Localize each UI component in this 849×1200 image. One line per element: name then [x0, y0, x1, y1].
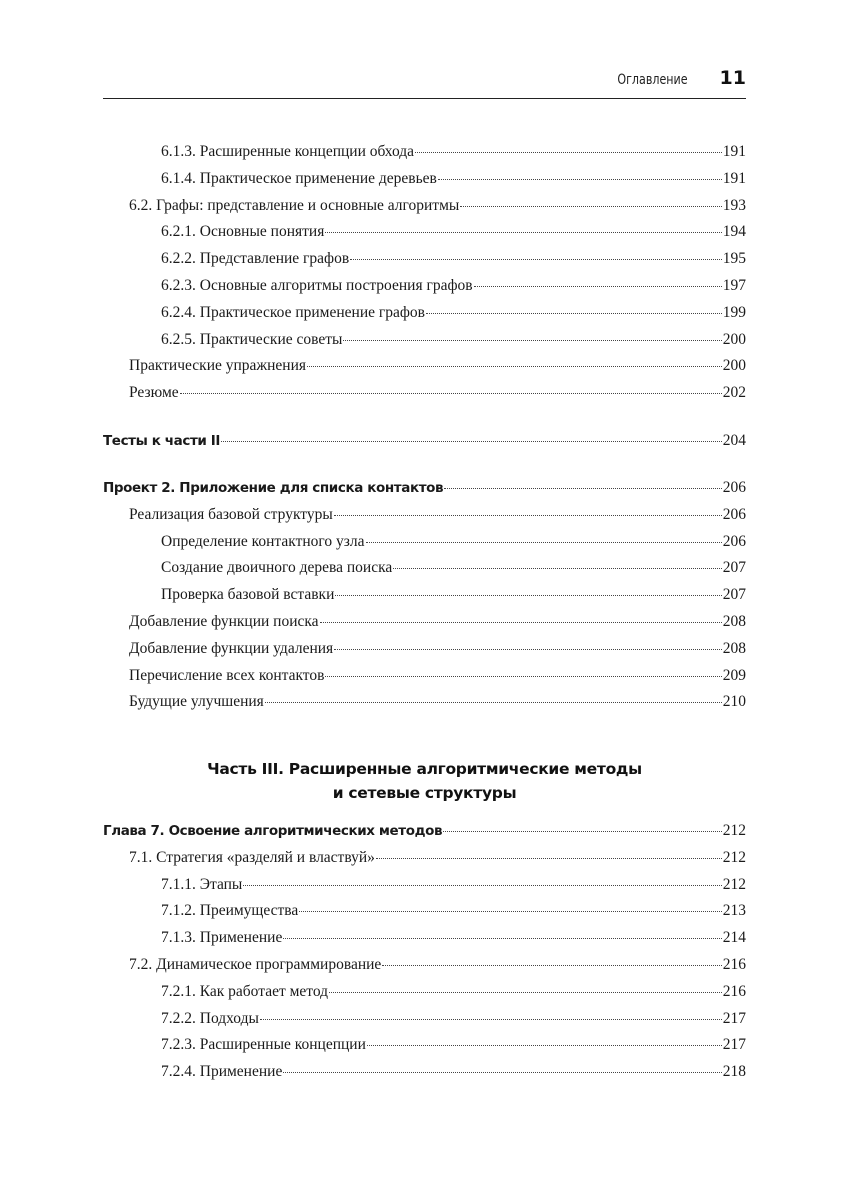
toc-entry-page: 209 — [722, 666, 746, 684]
dot-leader — [283, 937, 721, 939]
dot-leader — [376, 857, 722, 859]
toc-entry[interactable] — [103, 1059, 746, 1086]
toc-entry[interactable] — [103, 979, 746, 1006]
dot-leader — [382, 964, 721, 966]
toc-entry-page: 212 — [722, 848, 746, 866]
toc-entry-page: 212 — [722, 875, 746, 893]
toc-entry-page: 208 — [722, 639, 746, 657]
toc-entry-page: 217 — [722, 1036, 746, 1054]
toc-entry-title: 7.2.3. Расширенные концепции — [161, 1036, 366, 1054]
toc-entry-page: 200 — [722, 357, 746, 375]
toc-entry-page: 210 — [722, 693, 746, 711]
toc-entry-page: 217 — [722, 1009, 746, 1027]
toc-block-project2 — [103, 475, 746, 716]
toc-entry-page: 216 — [722, 982, 746, 1000]
toc-entry[interactable] — [103, 300, 746, 327]
part-heading-line2: и сетевые структуры — [332, 784, 517, 802]
toc-entry[interactable] — [103, 193, 746, 220]
dot-leader — [393, 567, 721, 569]
toc-entry-title: 7.2.2. Подходы — [161, 1009, 259, 1027]
dot-leader — [325, 231, 721, 233]
toc-entry-page: 195 — [722, 250, 746, 268]
toc-entry[interactable] — [103, 1006, 746, 1033]
toc-entry[interactable] — [103, 166, 746, 193]
toc-entry-title: 7.2. Динамическое программирование — [129, 955, 382, 973]
toc-entry-page: 213 — [722, 902, 746, 920]
toc-entry-title: Проверка базовой вставки — [161, 586, 335, 604]
dot-leader — [299, 910, 721, 912]
toc-entry-page: 207 — [722, 586, 746, 604]
dot-leader — [438, 178, 722, 180]
toc-entry-page: 194 — [722, 223, 746, 241]
toc-entry-title: Практические упражнения — [129, 357, 307, 375]
toc-block-tests — [103, 428, 746, 455]
toc-entry-title: 7.1.2. Преимущества — [161, 902, 299, 920]
toc-entry-title: 6.2.3. Основные алгоритмы построения графов — [161, 276, 473, 294]
toc-block-chapter6 — [103, 139, 746, 407]
toc-entry-title: 6.2.2. Представление графов — [161, 250, 350, 268]
toc-entry-page: 212 — [722, 822, 746, 839]
toc-entry-title: Добавление функции поиска — [129, 612, 319, 630]
toc-entry[interactable] — [103, 555, 746, 582]
dot-leader — [221, 440, 722, 442]
toc-entry[interactable] — [103, 689, 746, 716]
toc-entry-page: 206 — [722, 505, 746, 523]
part-heading-line1: Часть III. Расширенные алгоритмические методы — [207, 760, 642, 778]
dot-leader — [243, 884, 721, 886]
toc-entry-page: 204 — [722, 432, 746, 449]
running-header-title: Оглавление — [617, 72, 688, 88]
toc-entry[interactable] — [103, 380, 746, 407]
toc-entry[interactable] — [103, 219, 746, 246]
part-heading — [103, 757, 746, 805]
toc-entry[interactable] — [103, 582, 746, 609]
toc-entry-title: 6.1.4. Практическое применение деревьев — [161, 169, 437, 187]
toc-entry-title: 6.2. Графы: представление и основные алгоритмы — [129, 196, 460, 214]
toc-entry-title: Создание двоичного дерева поиска — [161, 559, 393, 577]
toc-entry-page: 218 — [722, 1063, 746, 1081]
toc-entry-page: 206 — [722, 479, 746, 496]
toc-entry-page: 206 — [722, 532, 746, 550]
dot-leader — [350, 258, 722, 260]
toc-entry[interactable] — [103, 925, 746, 952]
toc-entry[interactable] — [103, 529, 746, 556]
dot-leader — [325, 675, 721, 677]
page-number: 11 — [719, 67, 746, 89]
toc-entry[interactable] — [103, 246, 746, 273]
toc-entry-page: 200 — [722, 330, 746, 348]
toc-entry-title: 7.1.3. Применение — [161, 929, 283, 947]
toc-entry-title: 6.2.4. Практическое применение графов — [161, 303, 425, 321]
dot-leader — [426, 312, 722, 314]
dot-leader — [415, 151, 722, 153]
toc-entry-title: Добавление функции удаления — [129, 639, 334, 657]
toc-entry[interactable] — [103, 845, 746, 872]
dot-leader — [260, 1018, 722, 1020]
toc-entry-page: 202 — [722, 384, 746, 402]
toc-entry-project[interactable] — [103, 475, 746, 502]
dot-leader — [367, 1044, 722, 1046]
dot-leader — [335, 594, 721, 596]
toc-entry-title: Будущие улучшения — [129, 693, 264, 711]
dot-leader — [283, 1071, 721, 1073]
toc-entry-title: 6.2.1. Основные понятия — [161, 223, 325, 241]
toc-entry-title: 7.1. Стратегия «разделяй и властвуй» — [129, 848, 375, 866]
toc-entry-title: Определение контактного узла — [161, 532, 365, 550]
toc-entry-title: Проект 2. Приложение для списка контактов — [103, 480, 444, 496]
toc-entry[interactable] — [103, 609, 746, 636]
toc-entry[interactable] — [103, 139, 746, 166]
toc-entry[interactable] — [103, 663, 746, 690]
dot-leader — [320, 621, 722, 623]
toc-block-chapter7 — [103, 818, 746, 1086]
toc-entry-title: Перечисление всех контактов — [129, 666, 325, 684]
dot-leader — [180, 392, 722, 394]
toc-entry[interactable] — [103, 502, 746, 529]
dot-leader — [343, 339, 721, 341]
toc-entry-page: 214 — [722, 929, 746, 947]
toc-entry[interactable] — [103, 636, 746, 663]
dot-leader — [334, 648, 722, 650]
toc-entry-page: 193 — [722, 196, 746, 214]
dot-leader — [307, 365, 722, 367]
dot-leader — [366, 541, 722, 543]
toc-entry[interactable] — [103, 872, 746, 899]
toc-entry-page: 207 — [722, 559, 746, 577]
toc-entry-title: 7.2.1. Как работает метод — [161, 982, 329, 1000]
toc-entry-chapter[interactable] — [103, 818, 746, 845]
dot-leader — [444, 487, 722, 489]
toc-entry-title: Резюме — [129, 384, 179, 402]
dot-leader — [460, 205, 721, 207]
toc-entry-tests[interactable] — [103, 428, 746, 455]
toc-entry[interactable] — [103, 898, 746, 925]
toc-entry-page: 216 — [722, 955, 746, 973]
toc-entry[interactable] — [103, 273, 746, 300]
dot-leader — [474, 285, 722, 287]
toc-entry-title: Реализация базовой структуры — [129, 505, 333, 523]
toc-entry[interactable] — [103, 952, 746, 979]
toc-entry-title: Глава 7. Освоение алгоритмических методов — [103, 823, 443, 839]
toc-entry[interactable] — [103, 353, 746, 380]
toc-entry-page: 197 — [722, 276, 746, 294]
toc-entry-page: 199 — [722, 303, 746, 321]
toc-entry[interactable] — [103, 327, 746, 354]
toc-entry-title: Тесты к части II — [103, 433, 220, 449]
toc-entry-title: 7.2.4. Применение — [161, 1063, 283, 1081]
dot-leader — [329, 991, 722, 993]
toc-entry[interactable] — [103, 1032, 746, 1059]
dot-leader — [334, 514, 722, 516]
toc-entry-page: 191 — [722, 143, 746, 160]
running-header — [103, 62, 746, 99]
toc-entry-title: 7.1.1. Этапы — [161, 875, 243, 893]
toc-entry-title: 6.1.3. Расширенные концепции обхода — [161, 143, 415, 160]
dot-leader — [265, 701, 722, 703]
toc-entry-page: 191 — [722, 169, 746, 187]
toc-entry-title: 6.2.5. Практические советы — [161, 330, 343, 348]
toc-entry-page: 208 — [722, 612, 746, 630]
dot-leader — [443, 830, 722, 832]
